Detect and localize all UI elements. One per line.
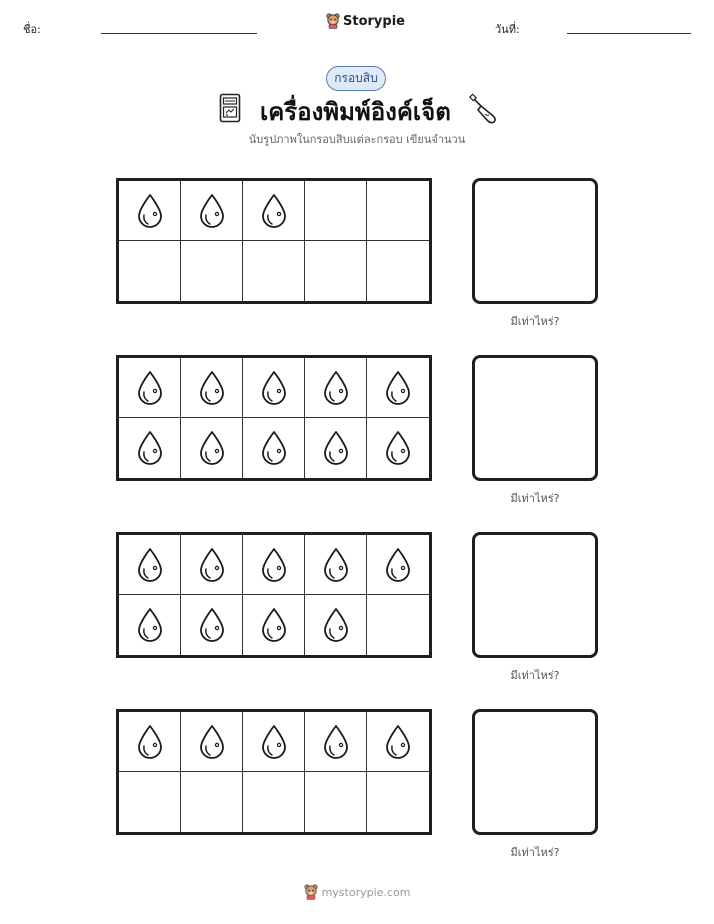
ink-drop-icon — [320, 369, 352, 407]
date-line[interactable] — [567, 33, 691, 34]
how-many-prompt: มีเท่าไหร่? — [510, 846, 560, 859]
ink-drop-icon — [196, 192, 228, 230]
ink-drop-icon — [196, 369, 228, 407]
ten-frame-cell — [181, 535, 243, 595]
ten-frame-cell — [243, 418, 305, 478]
ten-frame-cell — [367, 241, 429, 301]
ten-frame-cell — [119, 181, 181, 241]
topic-badge: กรอบสิบ — [326, 66, 386, 91]
ten-frame-cell — [243, 772, 305, 832]
ink-drop-icon — [134, 723, 166, 761]
answer-box[interactable] — [472, 532, 598, 658]
ten-frame-cell — [181, 181, 243, 241]
ink-drop-icon — [258, 192, 290, 230]
ink-drop-icon — [196, 546, 228, 584]
ten-frame-cell — [243, 535, 305, 595]
ten-frame-cell — [305, 241, 367, 301]
ten-frame-cell — [367, 712, 429, 772]
ten-frame-cell — [367, 535, 429, 595]
ink-drop-icon — [258, 723, 290, 761]
answer-box[interactable] — [472, 355, 598, 481]
ink-drop-icon — [320, 546, 352, 584]
ten-frame-cell — [367, 772, 429, 832]
printer-icon — [219, 93, 241, 123]
date-label: วันที่: — [495, 23, 520, 36]
ink-drop-icon — [196, 429, 228, 467]
footer-site: mystorypie.com — [321, 885, 411, 899]
title-row — [0, 90, 714, 128]
ten-frame-cell — [181, 358, 243, 418]
ink-drop-icon — [382, 546, 414, 584]
ink-drop-icon — [320, 606, 352, 644]
ten-frame-cell — [305, 535, 367, 595]
ten-frame-cell — [305, 772, 367, 832]
ten-frame-cell — [119, 241, 181, 301]
ten-frame-cell — [181, 241, 243, 301]
ten-frame-cell — [119, 358, 181, 418]
ten-frame-cell — [119, 772, 181, 832]
ten-frame-cell — [243, 595, 305, 655]
answer-box[interactable] — [472, 709, 598, 835]
name-label: ชื่อ: — [23, 23, 41, 36]
ten-frame-cell — [243, 358, 305, 418]
footer — [0, 884, 714, 900]
worksheet-title: เครื่องพิมพ์อิงค์เจ็ต — [260, 98, 451, 126]
ink-cartridge-icon — [468, 93, 500, 125]
ink-drop-icon — [320, 429, 352, 467]
ten-frame-cell — [181, 712, 243, 772]
ten-frame-cell — [181, 418, 243, 478]
ten-frame-cell — [243, 181, 305, 241]
instructions: นับรูปภาพในกรอบสิบแต่ละกรอบ เขียนจำนวน — [248, 133, 466, 146]
ink-drop-icon — [196, 606, 228, 644]
ten-frame-cell — [119, 595, 181, 655]
brand-name: Storypie — [343, 13, 405, 29]
brand-logo — [326, 13, 405, 29]
ten-frame-cell — [305, 712, 367, 772]
ten-frame-cell — [305, 418, 367, 478]
ten-frame — [116, 709, 432, 835]
ink-drop-icon — [134, 192, 166, 230]
ten-frame-cell — [243, 712, 305, 772]
ten-frame-cell — [367, 181, 429, 241]
ink-drop-icon — [382, 723, 414, 761]
ink-drop-icon — [134, 429, 166, 467]
bear-mascot-icon — [304, 884, 318, 900]
ten-frame — [116, 178, 432, 304]
ink-drop-icon — [258, 546, 290, 584]
ten-frame-cell — [181, 772, 243, 832]
ink-drop-icon — [196, 723, 228, 761]
ten-frame-cell — [367, 418, 429, 478]
ten-frame-cell — [119, 418, 181, 478]
ten-frame-cell — [243, 241, 305, 301]
ten-frame — [116, 355, 432, 481]
ink-drop-icon — [382, 429, 414, 467]
ink-drop-icon — [134, 546, 166, 584]
ten-frame-cell — [367, 358, 429, 418]
ink-drop-icon — [258, 369, 290, 407]
ten-frame-cell — [305, 181, 367, 241]
how-many-prompt: มีเท่าไหร่? — [510, 492, 560, 505]
ink-drop-icon — [134, 606, 166, 644]
ink-drop-icon — [258, 606, 290, 644]
ink-drop-icon — [320, 723, 352, 761]
ink-drop-icon — [134, 369, 166, 407]
ten-frame-cell — [305, 595, 367, 655]
ink-drop-icon — [258, 429, 290, 467]
how-many-prompt: มีเท่าไหร่? — [510, 669, 560, 682]
ten-frame-cell — [181, 595, 243, 655]
ten-frame-cell — [119, 712, 181, 772]
bear-mascot-icon — [326, 13, 340, 29]
ten-frame-cell — [367, 595, 429, 655]
how-many-prompt: มีเท่าไหร่? — [510, 315, 560, 328]
answer-box[interactable] — [472, 178, 598, 304]
ten-frame — [116, 532, 432, 658]
name-line[interactable] — [101, 33, 257, 34]
ten-frame-cell — [119, 535, 181, 595]
ink-drop-icon — [382, 369, 414, 407]
ten-frame-cell — [305, 358, 367, 418]
